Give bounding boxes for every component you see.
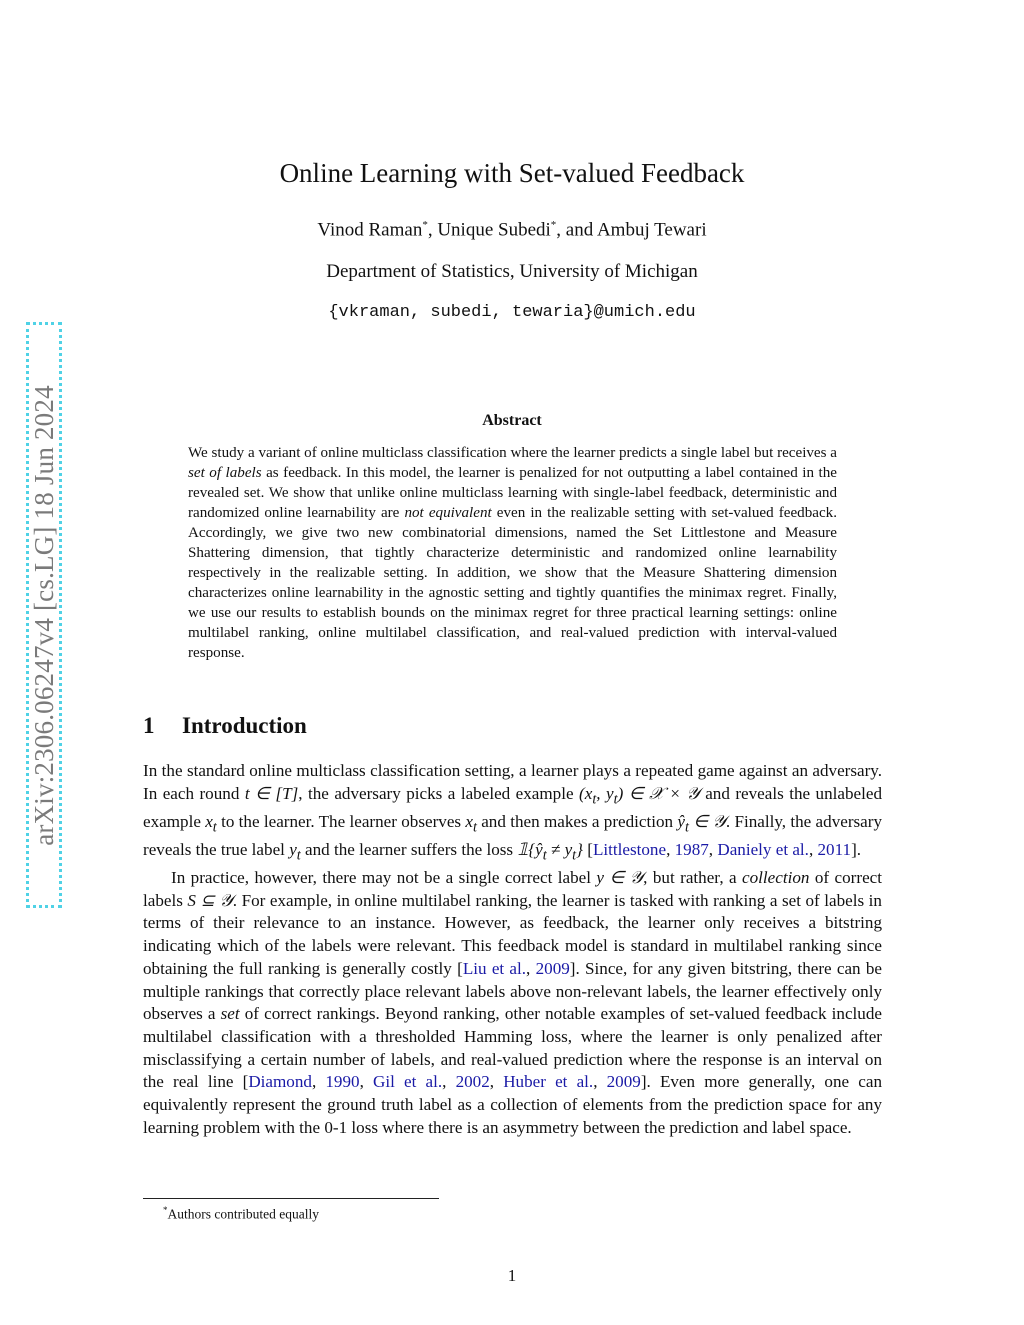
paragraph: In the standard online multiclass classification setting, a learner plays a repeated game against an adversary. In each round t ∈ [T], the adversary picks a labeled example ($x_t$, $y_t$) ∈ 𝒳 × 𝒴 and reveals the unlabeled example $x_t$ to the learner. The learner observes $x_t$ and then makes a prediction $ŷ_t$ ∈ 𝒴. Finally, the adversary reveals the true label $y_t$ and the learner suffers the loss $𝟙\{ŷ_t \ne y_t\}$ [Littlestone, 1987, Daniely et al., 2011].	[143, 761, 883, 864]
citation-link[interactable]: Huber et al.	[503, 1072, 594, 1092]
math: $x_t$	[205, 811, 217, 836]
abstract-body: We study a variant of online multiclass classification where the learner predicts a single label but receives a set of labels as feedback. In this model, the learner is penalized for not outputting a label contained in the revealed set. We show that unlike online multiclass learning with single-label feedback, deterministic and randomized online learnability are not equivalent even in the realizable setting with set-valued feedback. Accordingly, we give two new combinatorial dimensions, named the Set Littlestone and Measure Shattering dimension, that tightly characterize deterministic and randomized online learnability respectively in the realizable setting. In addition, we show that the Measure Shattering dimension characterizes online learnability in the agnostic setting and tightly quantifies the minimax regret. Finally, we use our results to establish bounds on the minimax regret for three practical learning settings: online multilabel ranking, online multilabel classification, and real-valued prediction with interval-valued response.	[188, 445, 837, 661]
footnote-divider	[143, 1198, 439, 1199]
math: S ⊆ 𝒴	[187, 890, 233, 910]
citation-link[interactable]: Littlestone	[592, 839, 667, 859]
arxiv-identifier-stamp	[26, 322, 62, 908]
paragraph: In practice, however, there may not be a single correct label y ∈ 𝒴, but rather, a collection of correct labels S ⊆ 𝒴. For example, in online multilabel ranking, the learner is tasked with ranking a set of labels in terms of their relevance to an instance. However, as feedback, the learner only receives a bitstring indicating which of the labels were relevant. This feedback model is standard in multilabel ranking since obtaining the full ranking is generally costly [Liu et al., 2009]. Since, for any given bitstring, there can be multiple rankings that correctly place relevant labels above non-relevant labels, the learner effectively only observes a set of correct rankings. Beyond ranking, other notable examples of set-valued feedback include multilabel classification with a thresholded Hamming loss, where the learner is only penalized after misclassifying a certain number of labels, and real-valued prediction where the response is an interval on the real line [Diamond, 1990, Gil et al., 2002, Huber et al., 2009]. Even more generally, one can equivalently represent the ground truth label as a collection of elements from the prediction space for any learning problem with the 0-1 loss where there is an asymmetry between the prediction and label space.	[143, 868, 883, 1137]
introduction-body	[143, 760, 882, 1139]
author-name: Unique Subedi	[437, 219, 551, 241]
math: $ŷ_t$ ∈ 𝒴	[677, 811, 726, 836]
emphasis: set of labels	[188, 465, 262, 481]
math: ($x_t$, $y_t$) ∈ 𝒳 × 𝒴	[579, 783, 700, 808]
citation-link[interactable]: Diamond	[248, 1072, 312, 1092]
math: y ∈ 𝒴	[596, 868, 644, 888]
author-emails: {vkraman, subedi, tewaria}@umich.edu	[328, 303, 696, 322]
emphasis: not equivalent	[404, 505, 492, 521]
footnote-marker: *	[163, 1205, 168, 1215]
citation-link[interactable]: Liu et al.	[462, 958, 527, 978]
citation-link[interactable]: 1990	[325, 1072, 360, 1092]
footnote-marker: *	[550, 219, 557, 231]
page-number: 1	[507, 1266, 517, 1285]
paper-title: Online Learning with Set-valued Feedback	[279, 158, 745, 188]
citation-link[interactable]: 2009	[535, 958, 570, 978]
author-separator: ,	[427, 219, 438, 241]
section-number: 1	[143, 713, 155, 738]
section-title: Introduction	[182, 713, 307, 738]
author-list	[0, 219, 1024, 241]
citation-link[interactable]: Gil et al.	[373, 1072, 443, 1092]
footnote-marker: *	[422, 219, 428, 231]
footnote	[163, 1205, 319, 1223]
author-name: Vinod Raman	[317, 219, 423, 241]
emphasis: set	[220, 1004, 240, 1024]
abstract-heading: Abstract	[482, 412, 542, 429]
arxiv-identifier-text: arXiv:2306.06247v4 [cs.LG] 18 Jun 2024	[28, 384, 59, 846]
citation-link[interactable]: 1987	[674, 839, 709, 859]
math: t ∈ [T]	[244, 783, 299, 803]
author-separator: , and	[556, 219, 597, 241]
citation-link[interactable]: 2002	[455, 1072, 490, 1092]
citation-link[interactable]: 2009	[606, 1072, 641, 1092]
affiliation: Department of Statistics, University of Michigan	[326, 261, 698, 282]
emphasis: collection	[742, 868, 810, 888]
section-heading	[143, 713, 307, 739]
citation-link[interactable]: 2011	[817, 839, 852, 859]
math: $𝟙\{ŷ_t \ne y_t\}$	[517, 839, 583, 864]
math: $x_t$	[465, 811, 477, 836]
author-name: Ambuj Tewari	[596, 219, 707, 241]
math: $y_t$	[289, 839, 301, 864]
footnote-text: Authors contributed equally	[167, 1206, 319, 1222]
citation-link[interactable]: Daniely et al.	[717, 839, 809, 859]
